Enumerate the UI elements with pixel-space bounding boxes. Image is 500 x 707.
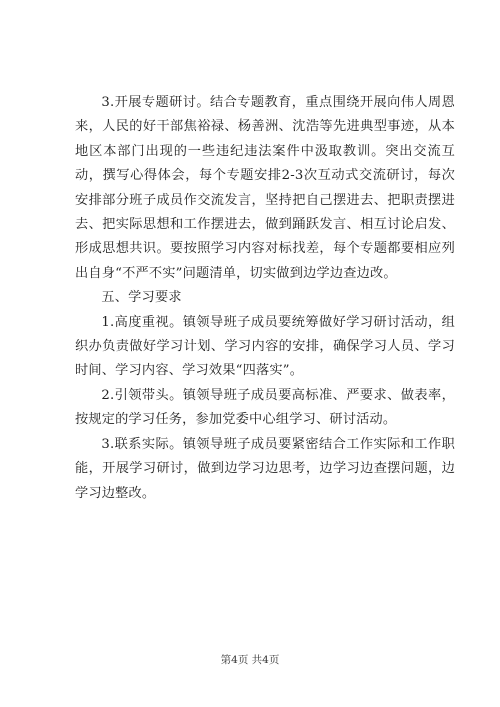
requirement-item-1: 1.高度重视。镇领导班子成员要统筹做好学习研讨活动，组织办负责做好学习计划、学习内容的安排，确保学习人员、学习时间、学习内容、学习效果“四落实”。 [75, 314, 455, 379]
document-body [75, 91, 455, 506]
requirement-item-3: 3.联系实际。镇领导班子成员要紧密结合工作实际和工作职能，开展学习研讨，做到边学习边思考，边学习边查摆问题，边学习边整改。 [75, 436, 455, 501]
section-heading-study-requirements: 五、学习要求 [101, 290, 182, 306]
page-footer [0, 652, 500, 667]
requirement-item-2: 2.引领带头。镇领导班子成员要高标准、严要求、做表率，按规定的学习任务，参加党委中心组学习、研讨活动。 [75, 387, 455, 428]
paragraph-topic-discussion: 3.开展专题研讨。结合专题教育，重点围绕开展向伟人周恩来，人民的好干部焦裕禄、杨善洲、沈浩等先进典型事迹，从本地区本部门出现的一些违纪违法案件中汲取教训。突出交流互动，撰写心得体会，每个专题安排2-3次互动式交流研讨，每次安排部分班子成员作交流发言，坚持把自己摆进去、把职责摆进去、把实际思想和工作摆进去，做到踊跃发言、相互讨论启发、形成思想共识。要按照学习内容对标找差，每个专题都要相应列出自身“不严不实”问题清单，切实做到边学边查边改。 [75, 95, 455, 281]
page-number-label: 第4页 共4页 [220, 654, 280, 666]
